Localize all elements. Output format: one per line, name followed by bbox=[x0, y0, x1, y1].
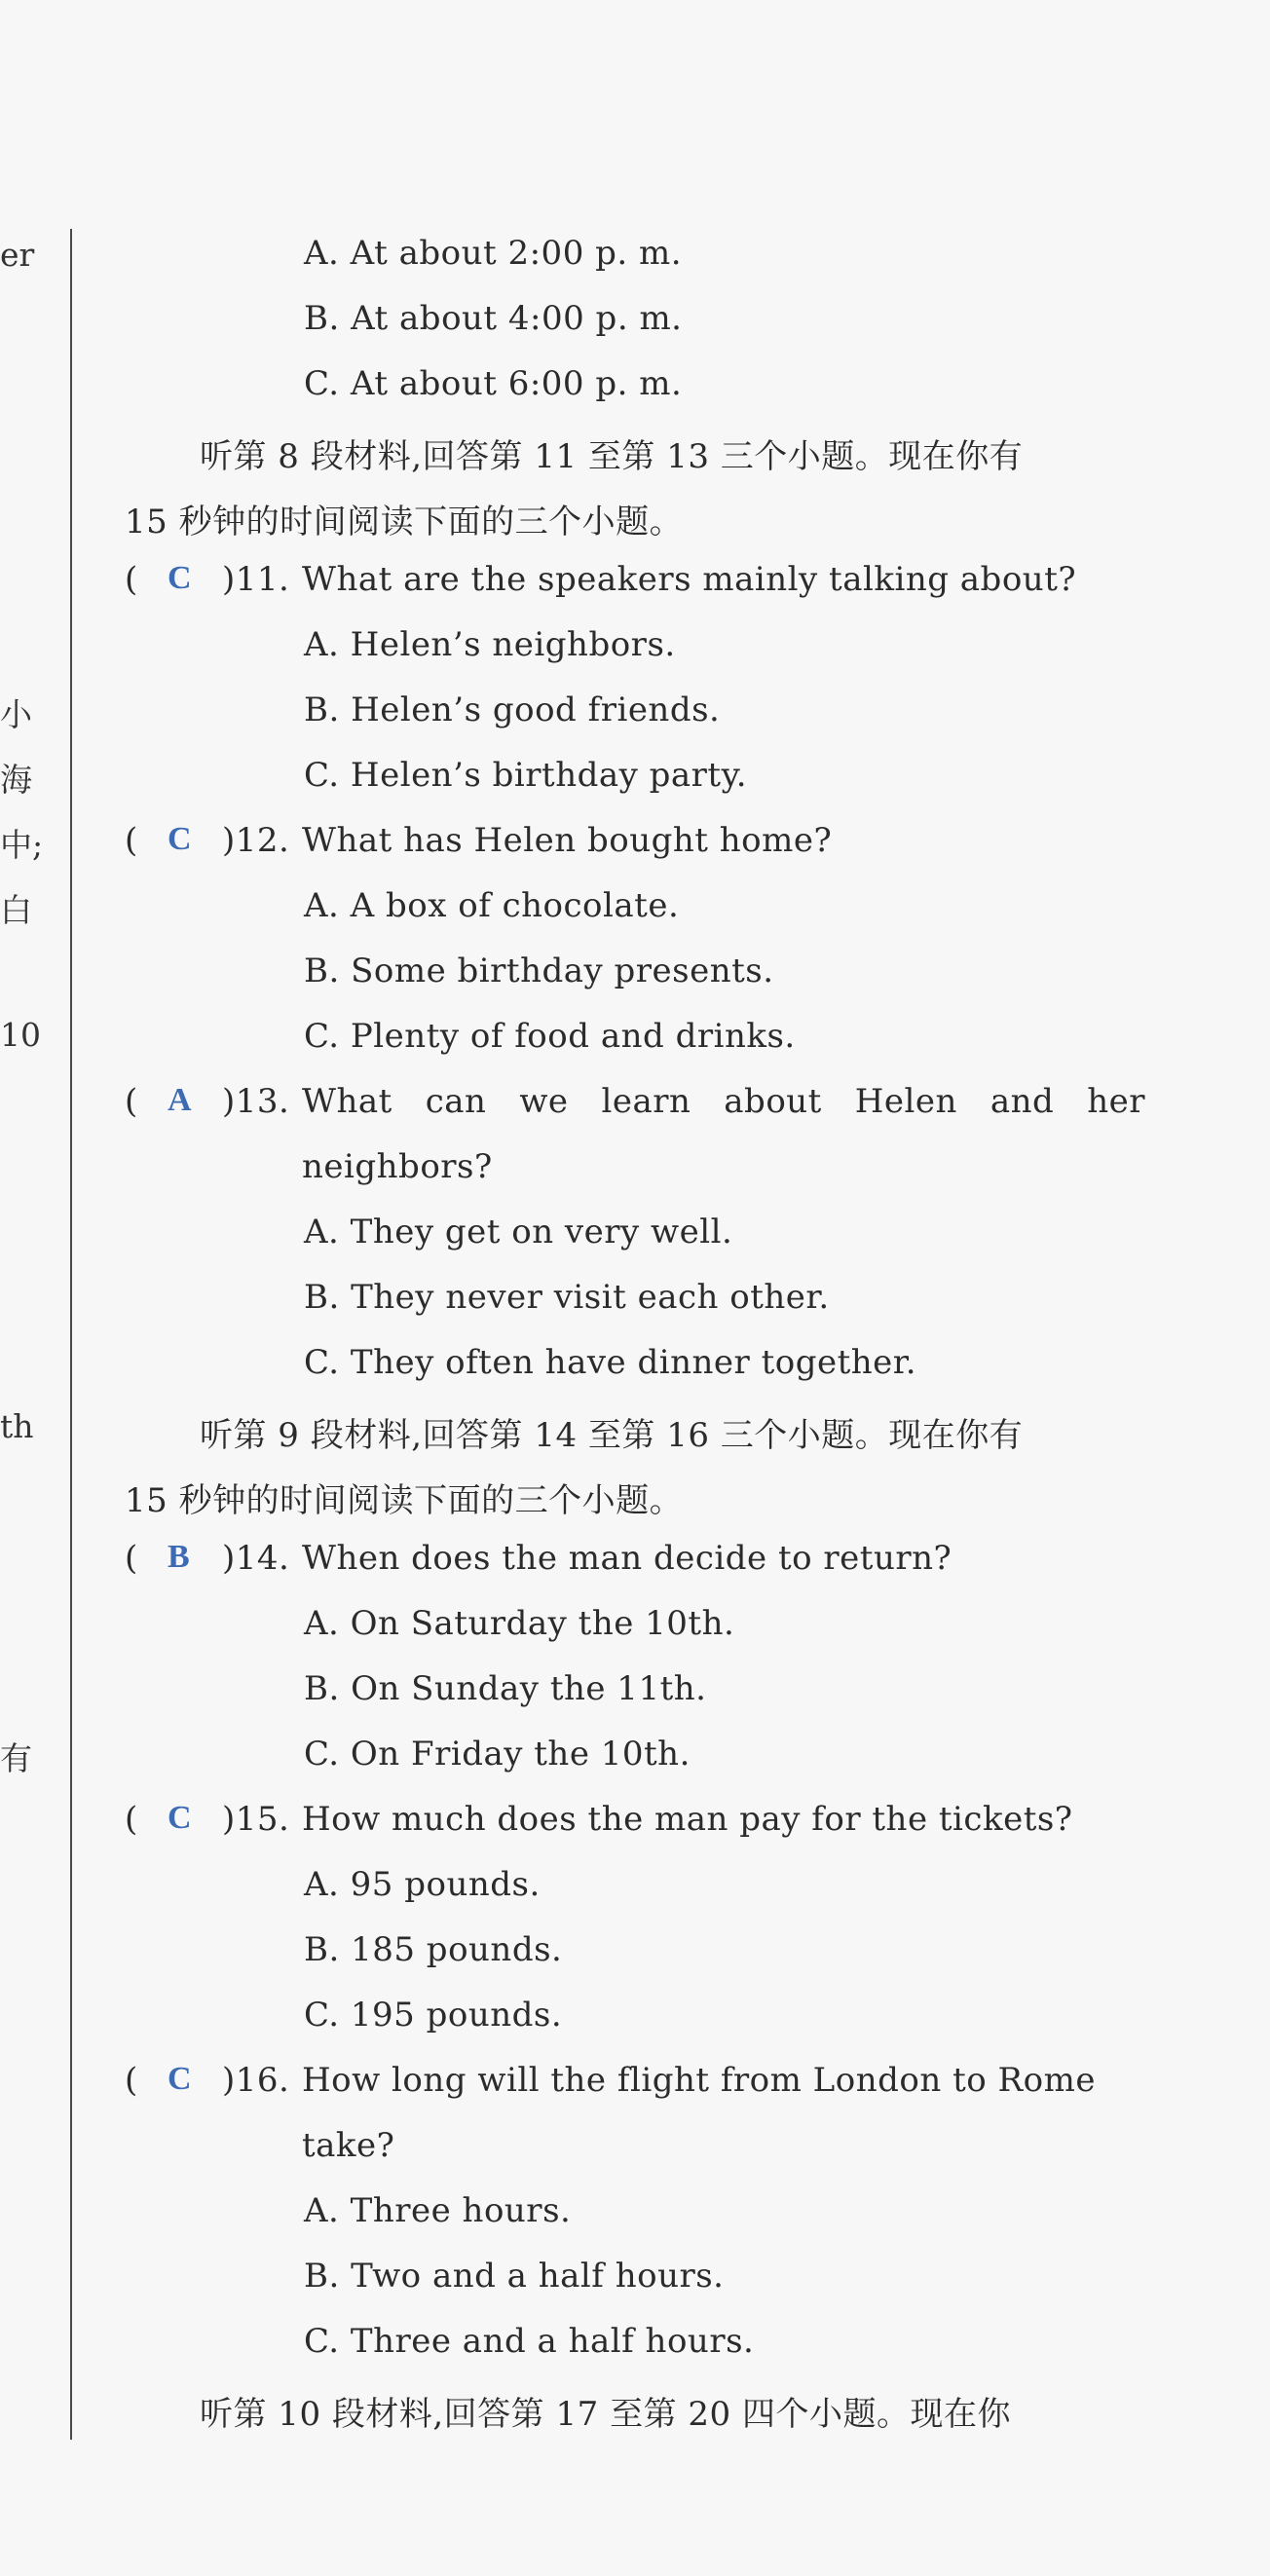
section-instruction: 15 秒钟的时间阅读下面的三个小题。 bbox=[125, 503, 684, 541]
question-stem bbox=[302, 1082, 1145, 1121]
answer-letter: B bbox=[168, 1539, 191, 1575]
question-stem: What has Helen bought home? bbox=[302, 821, 833, 860]
answer-letter: C bbox=[168, 2061, 193, 2097]
option-text: A. Helen’s neighbors. bbox=[304, 625, 676, 664]
question-number: )14. bbox=[222, 1539, 290, 1578]
answer-letter: C bbox=[168, 560, 193, 596]
left-fragment: er bbox=[0, 236, 35, 274]
option-text: A. A box of chocolate. bbox=[304, 886, 680, 925]
option-text: A. 95 pounds. bbox=[304, 1865, 541, 1904]
option-text: B. On Sunday the 11th. bbox=[304, 1669, 707, 1708]
answer-letter: C bbox=[168, 821, 193, 857]
answer-paren: ( bbox=[125, 821, 138, 860]
left-fragment: th bbox=[0, 1407, 34, 1445]
question-stem-continued: neighbors? bbox=[302, 1147, 493, 1186]
answer-letter: A bbox=[168, 1082, 193, 1118]
stem-word: can bbox=[425, 1082, 487, 1121]
left-fragment: 有 bbox=[0, 1739, 32, 1777]
question-stem: What are the speakers mainly talking about? bbox=[302, 560, 1077, 599]
option-text: C. 195 pounds. bbox=[304, 1996, 563, 2035]
stem-word: learn bbox=[601, 1082, 691, 1121]
stem-word: we bbox=[519, 1082, 569, 1121]
stem-word: about bbox=[724, 1082, 822, 1121]
question-number: )12. bbox=[222, 821, 290, 860]
option-text: B. Two and a half hours. bbox=[304, 2257, 725, 2296]
section-instruction: 听第 10 段材料,回答第 17 至第 20 四个小题。现在你 bbox=[200, 2395, 1011, 2434]
answer-letter: C bbox=[168, 1800, 193, 1836]
option-text: C. They often have dinner together. bbox=[304, 1343, 917, 1382]
question-number: )16. bbox=[222, 2061, 290, 2100]
option-text: C. Three and a half hours. bbox=[304, 2322, 755, 2361]
answer-paren: ( bbox=[125, 1539, 138, 1578]
answer-paren: ( bbox=[125, 1082, 138, 1121]
stem-word: Helen bbox=[854, 1082, 957, 1121]
left-fragment: 10 bbox=[0, 1016, 41, 1054]
section-instruction: 听第 8 段材料,回答第 11 至第 13 三个小题。现在你有 bbox=[200, 437, 1024, 476]
stem-word: and bbox=[990, 1082, 1055, 1121]
column-divider bbox=[70, 229, 72, 2440]
left-fragment: 中; bbox=[0, 826, 44, 864]
option-text: C. Helen’s birthday party. bbox=[304, 756, 748, 795]
answer-paren: ( bbox=[125, 2061, 138, 2100]
question-stem: How long will the flight from London to Rome bbox=[302, 2061, 1096, 2100]
option-text: A. They get on very well. bbox=[304, 1213, 733, 1251]
option-text: C. On Friday the 10th. bbox=[304, 1735, 691, 1773]
left-fragment: 白 bbox=[0, 891, 32, 929]
question-number: )13. bbox=[222, 1082, 290, 1121]
option-text: C. Plenty of food and drinks. bbox=[304, 1017, 796, 1056]
option-text: B. They never visit each other. bbox=[304, 1278, 830, 1317]
question-number: )15. bbox=[222, 1800, 290, 1839]
option-text: B. Some birthday presents. bbox=[304, 952, 774, 990]
question-stem: When does the man decide to return? bbox=[302, 1539, 952, 1578]
option-text: B. Helen’s good friends. bbox=[304, 691, 721, 729]
option-text: C. At about 6:00 p. m. bbox=[304, 364, 683, 403]
option-text: B. 185 pounds. bbox=[304, 1930, 563, 1969]
stem-word: her bbox=[1087, 1082, 1145, 1121]
option-text: B. At about 4:00 p. m. bbox=[304, 299, 683, 338]
question-stem: How much does the man pay for the tickets? bbox=[302, 1800, 1073, 1839]
option-text: A. Three hours. bbox=[304, 2191, 572, 2230]
left-fragment: 小 bbox=[0, 695, 32, 733]
question-stem-continued: take? bbox=[302, 2126, 395, 2165]
option-text: A. On Saturday the 10th. bbox=[304, 1604, 735, 1643]
answer-paren: ( bbox=[125, 1800, 138, 1839]
stem-word: What bbox=[302, 1082, 392, 1121]
answer-paren: ( bbox=[125, 560, 138, 599]
question-number: )11. bbox=[222, 560, 290, 599]
option-text: A. At about 2:00 p. m. bbox=[304, 234, 683, 273]
section-instruction: 听第 9 段材料,回答第 14 至第 16 三个小题。现在你有 bbox=[200, 1416, 1024, 1455]
section-instruction: 15 秒钟的时间阅读下面的三个小题。 bbox=[125, 1481, 684, 1520]
left-fragment: 海 bbox=[0, 761, 32, 799]
